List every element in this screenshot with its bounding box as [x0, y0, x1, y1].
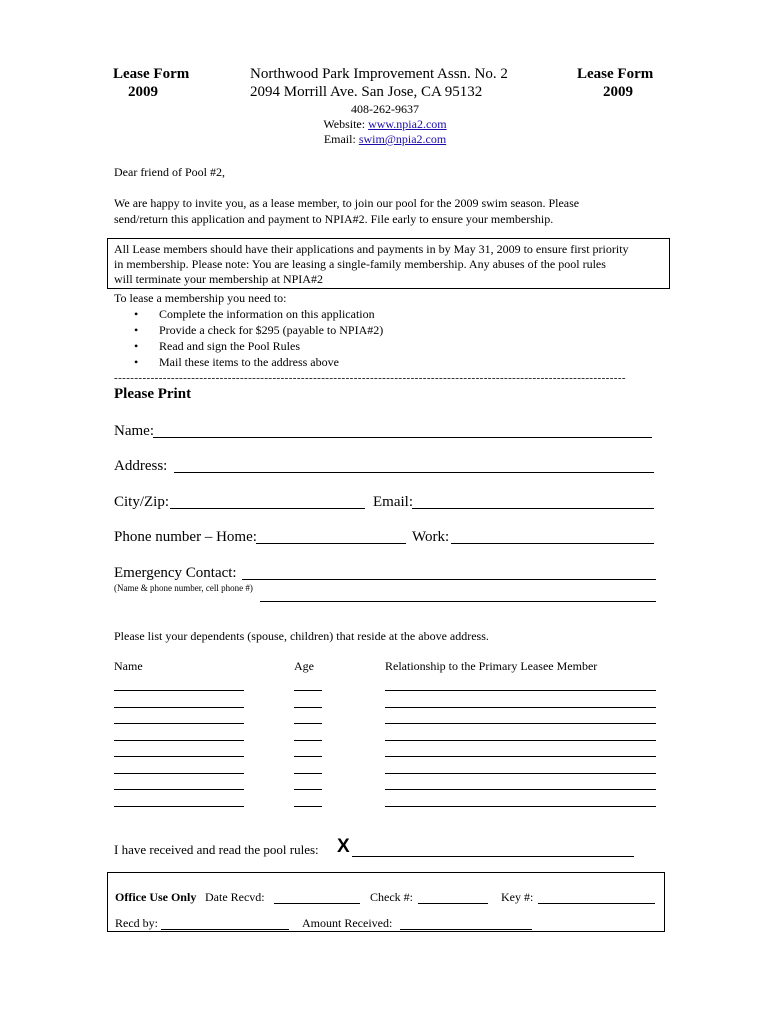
- recd-by-label: Recd by:: [115, 916, 158, 930]
- dependent-row: [0, 694, 770, 710]
- dependent-age-field[interactable]: [294, 707, 322, 708]
- dependent-name-field[interactable]: [114, 723, 244, 724]
- lease-form-title-right: Lease Form: [577, 66, 654, 82]
- requirement-item: • Complete the information on this application: [114, 306, 383, 322]
- dependent-row: [0, 710, 770, 726]
- org-address: 2094 Morrill Ave. San Jose, CA 95132: [250, 84, 483, 100]
- dependent-relationship-field[interactable]: [385, 740, 656, 741]
- address-field[interactable]: [174, 472, 654, 473]
- org-phone: 408-262-9637: [351, 102, 419, 116]
- date-recvd-label: Date Recvd:: [205, 890, 265, 904]
- dependent-age-field[interactable]: [294, 756, 322, 757]
- dependents-col-age: Age: [294, 659, 314, 673]
- signature-x-mark: X: [337, 836, 350, 857]
- email-label: Email:: [323, 132, 359, 146]
- dependent-name-field[interactable]: [114, 789, 244, 790]
- dependent-name-field[interactable]: [114, 690, 244, 691]
- lease-form-year-right: 2009: [603, 84, 633, 100]
- requirement-item: • Read and sign the Pool Rules: [114, 338, 383, 354]
- dependent-age-field[interactable]: [294, 723, 322, 724]
- emergency-contact-label: Emergency Contact:: [114, 565, 237, 581]
- website-label: Website:: [323, 117, 369, 131]
- notice-line-2: in membership. Please note: You are leasing a single-family membership. Any abuses of the pool rules: [114, 257, 606, 271]
- dependents-col-relationship: Relationship to the Primary Leasee Member: [385, 659, 598, 673]
- phone-home-field[interactable]: [256, 543, 406, 544]
- pool-rules-signature-field[interactable]: [352, 856, 634, 857]
- dependent-relationship-field[interactable]: [385, 789, 656, 790]
- office-use-title: Office Use Only: [115, 890, 197, 904]
- greeting: Dear friend of Pool #2,: [114, 165, 225, 179]
- dependent-name-field[interactable]: [114, 707, 244, 708]
- org-website: [250, 117, 520, 132]
- amount-received-label: Amount Received:: [302, 916, 393, 930]
- dependent-age-field[interactable]: [294, 806, 322, 807]
- name-label: Name:: [114, 423, 154, 439]
- requirements-heading: To lease a membership you need to:: [114, 291, 287, 305]
- notice-line-3: will terminate your membership at NPIA#2: [114, 272, 323, 286]
- dependent-relationship-field[interactable]: [385, 723, 656, 724]
- requirements-list: [114, 306, 383, 370]
- cityzip-label: City/Zip:: [114, 494, 170, 510]
- dependent-row: [0, 793, 770, 809]
- office-use-row-1: [115, 890, 196, 905]
- phone-home-label: Phone number – Home:: [114, 529, 257, 545]
- please-print-heading: Please Print: [114, 386, 192, 402]
- lease-form-year-left: 2009: [128, 84, 158, 100]
- emergency-contact-field[interactable]: [242, 579, 656, 580]
- dependent-name-field[interactable]: [114, 740, 244, 741]
- emergency-contact-note: (Name & phone number, cell phone #): [114, 583, 253, 593]
- cityzip-field[interactable]: [170, 508, 365, 509]
- org-email: [250, 132, 520, 147]
- amount-received-field[interactable]: [400, 929, 532, 930]
- key-number-field[interactable]: [538, 903, 655, 904]
- requirement-item: • Mail these items to the address above: [114, 354, 383, 370]
- org-name: Northwood Park Improvement Assn. No. 2: [250, 66, 508, 82]
- office-use-box: [107, 872, 665, 932]
- dependent-row: [0, 677, 770, 693]
- dependent-age-field[interactable]: [294, 789, 322, 790]
- check-number-field[interactable]: [418, 903, 488, 904]
- pool-rules-acknowledge-label: I have received and read the pool rules:: [114, 842, 319, 857]
- name-field[interactable]: [153, 437, 652, 438]
- lease-form-title-left: Lease Form: [113, 66, 190, 82]
- dependent-name-field[interactable]: [114, 773, 244, 774]
- key-number-label: Key #:: [501, 890, 534, 904]
- date-recvd-field[interactable]: [274, 903, 360, 904]
- dependent-row: [0, 743, 770, 759]
- email-field-label: Email:: [373, 494, 413, 510]
- dependent-age-field[interactable]: [294, 740, 322, 741]
- address-label: Address:: [114, 458, 168, 474]
- website-link[interactable]: www.npia2.com: [368, 117, 447, 131]
- email-link[interactable]: swim@npia2.com: [358, 132, 447, 146]
- phone-work-label: Work:: [412, 529, 450, 545]
- check-number-label: Check #:: [370, 890, 413, 904]
- dependent-name-field[interactable]: [114, 756, 244, 757]
- dependent-relationship-field[interactable]: [385, 756, 656, 757]
- dependent-name-field[interactable]: [114, 806, 244, 807]
- dependents-col-name: Name: [114, 659, 143, 673]
- notice-line-1: All Lease members should have their applications and payments in by May 31, 2009 to ensure first priority: [114, 242, 629, 256]
- dependent-age-field[interactable]: [294, 690, 322, 691]
- dependent-relationship-field[interactable]: [385, 690, 656, 691]
- dependent-age-field[interactable]: [294, 773, 322, 774]
- dependent-row: [0, 776, 770, 792]
- phone-work-field[interactable]: [451, 543, 654, 544]
- dependent-row: [0, 760, 770, 776]
- priority-notice-box: [107, 238, 670, 289]
- intro-line-2: send/return this application and payment to NPIA#2. File early to ensure your membership.: [114, 212, 554, 226]
- cut-line-divider: ------------------------------------------------------------------------------------------------------------------------------: [114, 372, 626, 384]
- intro-line-1: We are happy to invite you, as a lease member, to join our pool for the 2009 swim season. Please: [114, 196, 580, 210]
- dependent-relationship-field[interactable]: [385, 773, 656, 774]
- dependent-relationship-field[interactable]: [385, 806, 656, 807]
- email-field[interactable]: [412, 508, 654, 509]
- recd-by-field[interactable]: [161, 929, 289, 930]
- requirement-item: • Provide a check for $295 (payable to NPIA#2): [114, 322, 383, 338]
- dependent-row: [0, 727, 770, 743]
- dependents-instruction: Please list your dependents (spouse, children) that reside at the above address.: [114, 629, 489, 643]
- dependent-relationship-field[interactable]: [385, 707, 656, 708]
- emergency-contact-field-2[interactable]: [260, 601, 656, 602]
